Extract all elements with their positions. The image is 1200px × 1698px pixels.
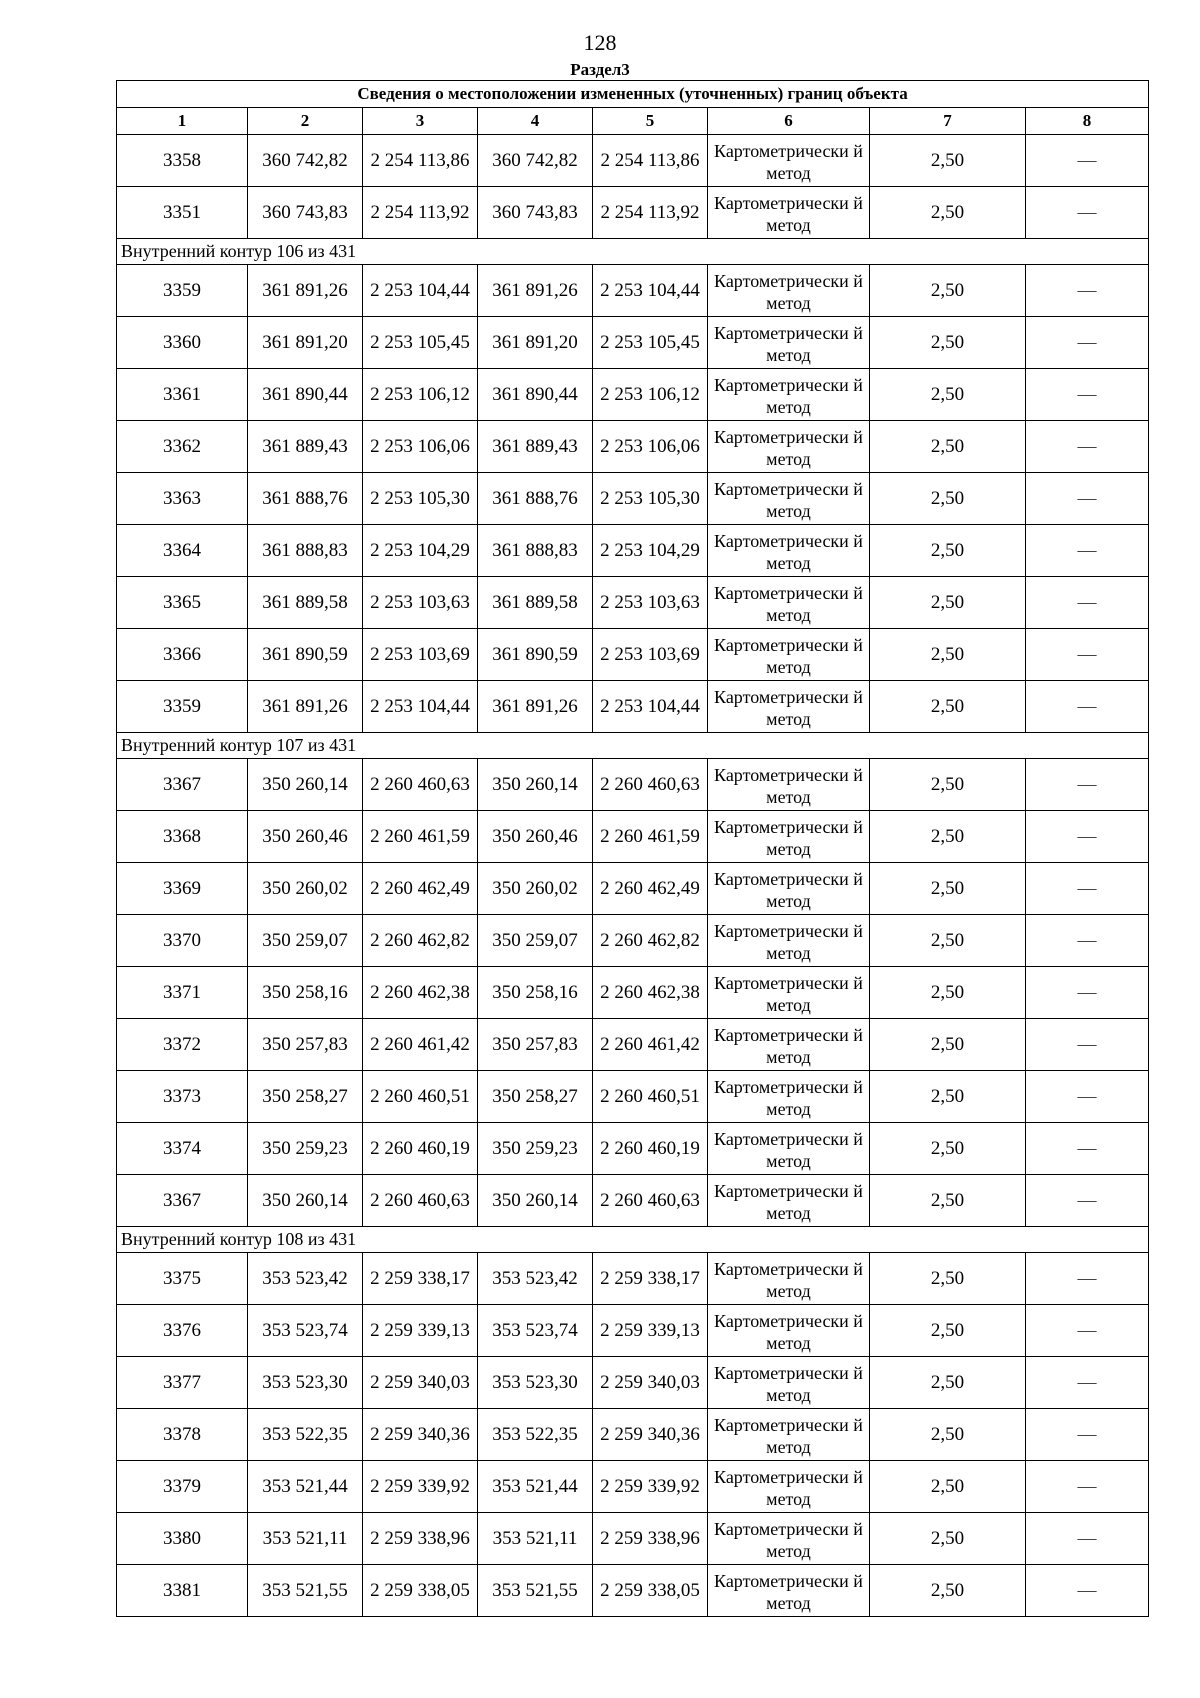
contour-header-row [117, 733, 1149, 759]
cell-x-old: 353 522,35 [248, 1409, 363, 1461]
cell-method: Картометрически й метод [708, 369, 870, 421]
cell-accuracy: 2,50 [870, 1071, 1026, 1123]
cell-x-new: 350 258,16 [478, 967, 593, 1019]
column-number: 6 [708, 108, 870, 135]
cell-y-new: 2 260 460,19 [593, 1123, 708, 1175]
cell-method: Картометрически й метод [708, 135, 870, 187]
cell-accuracy: 2,50 [870, 265, 1026, 317]
cell-x-old: 353 521,11 [248, 1513, 363, 1565]
cell-y-old: 2 254 113,92 [363, 187, 478, 239]
cell-y-new: 2 253 104,44 [593, 265, 708, 317]
table-row [117, 1253, 1149, 1305]
cell-y-new: 2 259 338,17 [593, 1253, 708, 1305]
cell-x-old: 353 521,55 [248, 1565, 363, 1617]
cell-y-old: 2 259 339,13 [363, 1305, 478, 1357]
cell-accuracy: 2,50 [870, 863, 1026, 915]
table-row [117, 525, 1149, 577]
cell-point-number: 3365 [117, 577, 248, 629]
table-row [117, 1357, 1149, 1409]
cell-x-old: 350 257,83 [248, 1019, 363, 1071]
table-row [117, 369, 1149, 421]
column-number: 2 [248, 108, 363, 135]
cell-method: Картометрически й метод [708, 915, 870, 967]
cell-point-number: 3369 [117, 863, 248, 915]
cell-description: — [1026, 1175, 1149, 1227]
cell-y-old: 2 260 461,59 [363, 811, 478, 863]
table-row [117, 473, 1149, 525]
cell-description: — [1026, 135, 1149, 187]
cell-point-number: 3372 [117, 1019, 248, 1071]
cell-x-new: 353 523,30 [478, 1357, 593, 1409]
cell-description: — [1026, 577, 1149, 629]
cell-x-old: 361 890,59 [248, 629, 363, 681]
cell-x-old: 361 889,58 [248, 577, 363, 629]
cell-y-new: 2 260 460,63 [593, 1175, 708, 1227]
cell-accuracy: 2,50 [870, 577, 1026, 629]
cell-method: Картометрически й метод [708, 1123, 870, 1175]
cell-method: Картометрически й метод [708, 1071, 870, 1123]
cell-point-number: 3371 [117, 967, 248, 1019]
table-caption: Сведения о местоположении измененных (уточненных) границ объекта [117, 81, 1149, 108]
cell-y-old: 2 259 338,05 [363, 1565, 478, 1617]
cell-method: Картометрически й метод [708, 811, 870, 863]
cell-y-old: 2 253 106,06 [363, 421, 478, 473]
cell-accuracy: 2,50 [870, 1305, 1026, 1357]
cell-x-old: 350 260,02 [248, 863, 363, 915]
cell-method: Картометрически й метод [708, 473, 870, 525]
cell-accuracy: 2,50 [870, 1461, 1026, 1513]
cell-point-number: 3381 [117, 1565, 248, 1617]
cell-x-old: 361 890,44 [248, 369, 363, 421]
cell-x-new: 353 523,74 [478, 1305, 593, 1357]
cell-accuracy: 2,50 [870, 759, 1026, 811]
cell-y-new: 2 253 103,63 [593, 577, 708, 629]
table-row [117, 1305, 1149, 1357]
column-number-row [117, 108, 1149, 135]
cell-x-new: 353 523,42 [478, 1253, 593, 1305]
table-row [117, 1565, 1149, 1617]
cell-description: — [1026, 1019, 1149, 1071]
cell-y-new: 2 260 462,38 [593, 967, 708, 1019]
cell-point-number: 3370 [117, 915, 248, 967]
cell-point-number: 3379 [117, 1461, 248, 1513]
cell-x-old: 353 523,30 [248, 1357, 363, 1409]
cell-description: — [1026, 473, 1149, 525]
cell-x-old: 350 258,16 [248, 967, 363, 1019]
cell-x-new: 350 258,27 [478, 1071, 593, 1123]
cell-x-new: 350 260,14 [478, 1175, 593, 1227]
section-title: Раздел3 [570, 60, 630, 79]
table-row [117, 915, 1149, 967]
cell-method: Картометрически й метод [708, 187, 870, 239]
cell-method: Картометрически й метод [708, 1565, 870, 1617]
cell-description: — [1026, 681, 1149, 733]
cell-description: — [1026, 1461, 1149, 1513]
cell-y-new: 2 253 105,45 [593, 317, 708, 369]
cell-point-number: 3360 [117, 317, 248, 369]
cell-accuracy: 2,50 [870, 187, 1026, 239]
table-row [117, 811, 1149, 863]
cell-x-old: 350 260,46 [248, 811, 363, 863]
cell-x-new: 361 891,20 [478, 317, 593, 369]
cell-y-new: 2 253 104,44 [593, 681, 708, 733]
cell-x-new: 350 257,83 [478, 1019, 593, 1071]
cell-y-new: 2 253 106,12 [593, 369, 708, 421]
cell-description: — [1026, 265, 1149, 317]
cell-x-old: 350 260,14 [248, 1175, 363, 1227]
cell-y-new: 2 259 340,36 [593, 1409, 708, 1461]
cell-x-old: 361 891,26 [248, 265, 363, 317]
cell-point-number: 3373 [117, 1071, 248, 1123]
table-body [117, 135, 1149, 1617]
cell-x-new: 360 743,83 [478, 187, 593, 239]
cell-y-old: 2 260 460,63 [363, 1175, 478, 1227]
cell-y-old: 2 253 103,69 [363, 629, 478, 681]
cell-description: — [1026, 421, 1149, 473]
cell-y-new: 2 260 460,51 [593, 1071, 708, 1123]
cell-y-new: 2 253 104,29 [593, 525, 708, 577]
contour-label: Внутренний контур 108 из 431 [117, 1227, 1149, 1253]
cell-description: — [1026, 811, 1149, 863]
table-row [117, 135, 1149, 187]
cell-x-old: 350 259,07 [248, 915, 363, 967]
cell-accuracy: 2,50 [870, 421, 1026, 473]
cell-x-old: 361 888,83 [248, 525, 363, 577]
cell-point-number: 3364 [117, 525, 248, 577]
cell-accuracy: 2,50 [870, 1409, 1026, 1461]
column-number: 3 [363, 108, 478, 135]
cell-method: Картометрически й метод [708, 1253, 870, 1305]
cell-point-number: 3376 [117, 1305, 248, 1357]
cell-point-number: 3375 [117, 1253, 248, 1305]
table-row [117, 187, 1149, 239]
cell-y-new: 2 260 462,82 [593, 915, 708, 967]
cell-x-new: 361 889,43 [478, 421, 593, 473]
cell-method: Картометрически й метод [708, 577, 870, 629]
cell-y-old: 2 260 462,49 [363, 863, 478, 915]
cell-y-old: 2 260 460,51 [363, 1071, 478, 1123]
cell-point-number: 3366 [117, 629, 248, 681]
cell-point-number: 3374 [117, 1123, 248, 1175]
cell-description: — [1026, 369, 1149, 421]
cell-description: — [1026, 1305, 1149, 1357]
cell-accuracy: 2,50 [870, 1019, 1026, 1071]
cell-method: Картометрически й метод [708, 1357, 870, 1409]
cell-method: Картометрически й метод [708, 1461, 870, 1513]
cell-x-old: 350 260,14 [248, 759, 363, 811]
cell-method: Картометрически й метод [708, 1019, 870, 1071]
cell-method: Картометрически й метод [708, 525, 870, 577]
table-row [117, 1461, 1149, 1513]
cell-y-new: 2 260 461,42 [593, 1019, 708, 1071]
table-row [117, 577, 1149, 629]
cell-description: — [1026, 759, 1149, 811]
cell-description: — [1026, 967, 1149, 1019]
page-number: 128 [583, 30, 617, 55]
cell-x-old: 361 891,20 [248, 317, 363, 369]
cell-y-new: 2 259 338,96 [593, 1513, 708, 1565]
table-row [117, 1409, 1149, 1461]
cell-y-old: 2 259 338,17 [363, 1253, 478, 1305]
cell-point-number: 3359 [117, 681, 248, 733]
cell-accuracy: 2,50 [870, 967, 1026, 1019]
cell-x-old: 361 888,76 [248, 473, 363, 525]
cell-method: Картометрически й метод [708, 681, 870, 733]
contour-label: Внутренний контур 106 из 431 [117, 239, 1149, 265]
cell-x-new: 361 890,59 [478, 629, 593, 681]
cell-y-old: 2 254 113,86 [363, 135, 478, 187]
cell-x-new: 353 521,11 [478, 1513, 593, 1565]
cell-y-old: 2 259 338,96 [363, 1513, 478, 1565]
cell-method: Картометрически й метод [708, 967, 870, 1019]
cell-y-new: 2 254 113,92 [593, 187, 708, 239]
cell-accuracy: 2,50 [870, 629, 1026, 681]
cell-x-new: 361 891,26 [478, 265, 593, 317]
cell-description: — [1026, 187, 1149, 239]
table-row [117, 863, 1149, 915]
cell-y-old: 2 260 460,19 [363, 1123, 478, 1175]
cell-x-new: 350 260,02 [478, 863, 593, 915]
cell-x-new: 361 891,26 [478, 681, 593, 733]
cell-method: Картометрически й метод [708, 265, 870, 317]
cell-x-old: 350 258,27 [248, 1071, 363, 1123]
cell-point-number: 3358 [117, 135, 248, 187]
table-row [117, 1019, 1149, 1071]
cell-accuracy: 2,50 [870, 1253, 1026, 1305]
cell-method: Картометрически й метод [708, 863, 870, 915]
cell-y-new: 2 253 103,69 [593, 629, 708, 681]
cell-x-old: 353 521,44 [248, 1461, 363, 1513]
cell-x-new: 350 260,14 [478, 759, 593, 811]
cell-description: — [1026, 1409, 1149, 1461]
cell-y-new: 2 259 338,05 [593, 1565, 708, 1617]
cell-description: — [1026, 525, 1149, 577]
cell-description: — [1026, 1071, 1149, 1123]
cell-accuracy: 2,50 [870, 915, 1026, 967]
cell-method: Картометрически й метод [708, 1305, 870, 1357]
cell-description: — [1026, 1357, 1149, 1409]
table-row [117, 967, 1149, 1019]
cell-accuracy: 2,50 [870, 1123, 1026, 1175]
cell-description: — [1026, 1513, 1149, 1565]
cell-point-number: 3380 [117, 1513, 248, 1565]
cell-y-new: 2 259 339,92 [593, 1461, 708, 1513]
cell-y-old: 2 253 103,63 [363, 577, 478, 629]
table-row [117, 759, 1149, 811]
cell-y-old: 2 260 462,38 [363, 967, 478, 1019]
cell-x-old: 353 523,42 [248, 1253, 363, 1305]
cell-y-old: 2 253 105,45 [363, 317, 478, 369]
cell-y-old: 2 259 339,92 [363, 1461, 478, 1513]
cell-point-number: 3361 [117, 369, 248, 421]
contour-header-row [117, 239, 1149, 265]
cell-x-new: 350 259,23 [478, 1123, 593, 1175]
column-number: 5 [593, 108, 708, 135]
table-row [117, 1123, 1149, 1175]
table-row [117, 681, 1149, 733]
cell-point-number: 3367 [117, 759, 248, 811]
cell-y-new: 2 254 113,86 [593, 135, 708, 187]
cell-accuracy: 2,50 [870, 369, 1026, 421]
cell-method: Картометрически й метод [708, 759, 870, 811]
column-number: 1 [117, 108, 248, 135]
cell-y-new: 2 259 339,13 [593, 1305, 708, 1357]
cell-y-old: 2 259 340,36 [363, 1409, 478, 1461]
cell-y-new: 2 259 340,03 [593, 1357, 708, 1409]
contour-label: Внутренний контур 107 из 431 [117, 733, 1149, 759]
cell-x-new: 350 259,07 [478, 915, 593, 967]
cell-y-old: 2 253 104,44 [363, 265, 478, 317]
cell-method: Картометрически й метод [708, 1409, 870, 1461]
cell-point-number: 3359 [117, 265, 248, 317]
cell-x-new: 361 888,83 [478, 525, 593, 577]
cell-accuracy: 2,50 [870, 1175, 1026, 1227]
cell-y-new: 2 260 462,49 [593, 863, 708, 915]
cell-x-new: 361 889,58 [478, 577, 593, 629]
cell-point-number: 3368 [117, 811, 248, 863]
cell-x-new: 361 888,76 [478, 473, 593, 525]
cell-description: — [1026, 1253, 1149, 1305]
contour-header-row [117, 1227, 1149, 1253]
cell-method: Картометрически й метод [708, 421, 870, 473]
cell-x-new: 353 522,35 [478, 1409, 593, 1461]
cell-method: Картометрически й метод [708, 317, 870, 369]
cell-description: — [1026, 1123, 1149, 1175]
cell-x-new: 350 260,46 [478, 811, 593, 863]
cell-point-number: 3378 [117, 1409, 248, 1461]
coordinates-table [116, 80, 1149, 1617]
cell-y-old: 2 253 105,30 [363, 473, 478, 525]
cell-y-old: 2 253 104,44 [363, 681, 478, 733]
cell-accuracy: 2,50 [870, 1565, 1026, 1617]
column-number: 4 [478, 108, 593, 135]
cell-accuracy: 2,50 [870, 135, 1026, 187]
cell-y-new: 2 260 460,63 [593, 759, 708, 811]
cell-point-number: 3351 [117, 187, 248, 239]
cell-accuracy: 2,50 [870, 1513, 1026, 1565]
cell-description: — [1026, 317, 1149, 369]
cell-description: — [1026, 915, 1149, 967]
cell-y-new: 2 260 461,59 [593, 811, 708, 863]
cell-description: — [1026, 863, 1149, 915]
table-row [117, 1071, 1149, 1123]
cell-y-old: 2 260 462,82 [363, 915, 478, 967]
cell-y-old: 2 260 461,42 [363, 1019, 478, 1071]
table-row [117, 265, 1149, 317]
cell-x-old: 360 743,83 [248, 187, 363, 239]
cell-x-old: 353 523,74 [248, 1305, 363, 1357]
cell-point-number: 3367 [117, 1175, 248, 1227]
cell-accuracy: 2,50 [870, 317, 1026, 369]
cell-description: — [1026, 1565, 1149, 1617]
cell-method: Картометрически й метод [708, 629, 870, 681]
cell-point-number: 3377 [117, 1357, 248, 1409]
cell-x-old: 361 891,26 [248, 681, 363, 733]
cell-x-new: 353 521,55 [478, 1565, 593, 1617]
cell-y-new: 2 253 106,06 [593, 421, 708, 473]
cell-description: — [1026, 629, 1149, 681]
table-row [117, 421, 1149, 473]
cell-x-new: 361 890,44 [478, 369, 593, 421]
table-row [117, 317, 1149, 369]
cell-accuracy: 2,50 [870, 525, 1026, 577]
table-row [117, 629, 1149, 681]
cell-point-number: 3362 [117, 421, 248, 473]
cell-y-old: 2 253 104,29 [363, 525, 478, 577]
cell-accuracy: 2,50 [870, 473, 1026, 525]
table-row [117, 1175, 1149, 1227]
cell-accuracy: 2,50 [870, 1357, 1026, 1409]
cell-accuracy: 2,50 [870, 811, 1026, 863]
cell-method: Картометрически й метод [708, 1513, 870, 1565]
cell-x-old: 360 742,82 [248, 135, 363, 187]
cell-x-old: 350 259,23 [248, 1123, 363, 1175]
cell-y-new: 2 253 105,30 [593, 473, 708, 525]
cell-point-number: 3363 [117, 473, 248, 525]
cell-accuracy: 2,50 [870, 681, 1026, 733]
table-row [117, 1513, 1149, 1565]
cell-method: Картометрически й метод [708, 1175, 870, 1227]
cell-x-new: 353 521,44 [478, 1461, 593, 1513]
column-number: 8 [1026, 108, 1149, 135]
cell-x-new: 360 742,82 [478, 135, 593, 187]
cell-y-old: 2 259 340,03 [363, 1357, 478, 1409]
cell-x-old: 361 889,43 [248, 421, 363, 473]
cell-y-old: 2 253 106,12 [363, 369, 478, 421]
cell-y-old: 2 260 460,63 [363, 759, 478, 811]
column-number: 7 [870, 108, 1026, 135]
